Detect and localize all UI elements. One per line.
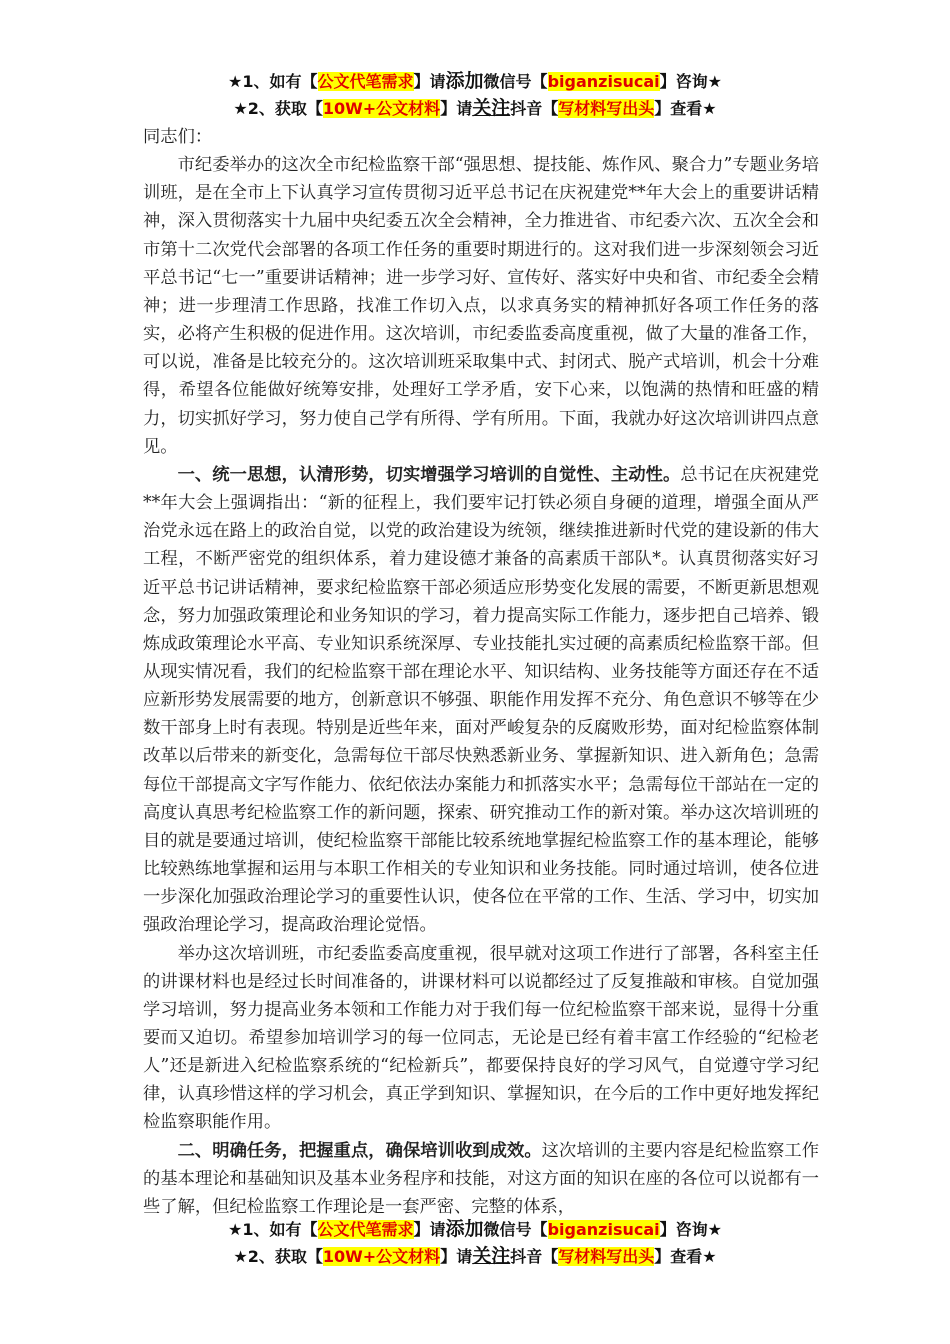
promo-highlight: 10W+公文材料 — [322, 99, 441, 118]
promo-highlight: 公文代笔需求 — [317, 72, 414, 91]
intro-paragraph: 市纪委举办的这次全市纪检监察干部“强思想、提技能、炼作风、聚合力”专题业务培训班，是在全市上下认真学习宣传贯彻习近平总书记在庆祝建党**年大会上的重要讲话精神，深入贯彻落实十九届中央纪委五次全会精神，全力推进省、市纪委六次、五次全会和市第十二次党代会部署的各项工作任务的重要时期进行的。这对我们进一步深刻领会习近平总书记“七一”重要讲话精神；进一步学习好、宣传好、落实好中央和省、市纪委全会精神；进一步理清工作思路，找准工作切入点，以求真务实的精神抓好各项工作任务的落实，必将产生积极的促进作用。这次培训，市纪委监委高度重视，做了大量的准备工作，可以说，准备是比较充分的。这次培训班采取集中式、封闭式、脱产式培训，机会十分难得，希望各位能做好统筹安排，处理好工学矛盾，安下心来，以饱满的热情和旺盛的精力，切实抓好学习，努力使自己学有所得、学有所用。下面，我就办好这次培训讲四点意见。 — [143, 155, 819, 457]
bottom-promo-banner — [0, 1216, 950, 1270]
paragraph-3: 举办这次培训班，市纪委监委高度重视，很早就对这项工作进行了部署，各科室主任的讲课材料也是经过长时间准备的，讲课材料可以说都经过了反复推敲和审核。自觉加强学习培训，努力提高业务本领和工作能力对于我们每一位纪检监察干部来说，显得十分重要而又迫切。希望参加培训学习的每一位同志，无论是已经有着丰富工作经验的“纪检老人”还是新进入纪检监察系统的“纪检新兵”，都要保持良好的学习风气，自觉遵守学习纪律，认真珍惜这样的学习机会，真正学到知识、掌握知识，在今后的工作中更好地发挥纪检监察职能作用。 — [143, 943, 819, 1133]
promo-text: 】咨询★ — [659, 72, 722, 91]
promo-text: ★1、如有【 — [228, 1220, 318, 1239]
section-1-paragraph — [143, 461, 819, 940]
promo-highlight: 公文代笔需求 — [317, 1220, 414, 1239]
promo-text: 抖音【 — [510, 99, 559, 118]
section-2-heading: 二、明确任务，把握重点，确保培训收到成效。 — [177, 1140, 542, 1161]
promo-text: 】查看★ — [654, 99, 717, 118]
section-2-body: 这次培训的主要内容是纪检监察工作的基本理论和基础知识及基本业务程序和技能，对这方面的知识在座的各位可以说都有一些了解，但纪检监察工作理论是一套严密、完整的体系， — [143, 1140, 819, 1217]
section-2-paragraph — [143, 1137, 819, 1221]
promo-text: 】请 — [440, 99, 473, 118]
promo-highlight: 写材料写出头 — [558, 99, 655, 118]
section-1-heading: 一、统一思想，认清形势，切实增强学习培训的自觉性、主动性。 — [177, 464, 681, 485]
promo-text: ★2、获取【 — [233, 1247, 323, 1266]
promo-text: 】查看★ — [654, 1247, 717, 1266]
greeting: 同志们： — [143, 127, 213, 147]
promo-highlight: 写材料写出头 — [558, 1247, 655, 1266]
document-body — [143, 123, 819, 1221]
promo-line-1 — [0, 1216, 950, 1243]
promo-text: ★2、获取【 — [233, 99, 323, 118]
promo-highlight: biganzisucai — [547, 72, 660, 91]
promo-text: 微信号【 — [483, 72, 548, 91]
promo-line-2 — [0, 95, 950, 122]
section-1-body: 总书记在庆祝建党**年大会上强调指出：“新的征程上，我们要牢记打铁必须自身硬的道理，增强全面从严治党永远在路上的政治自觉，以党的政治建设为统领，继续推进新时代党的建设新的伟大工程，不断严密党的组织体系，着力建设德才兼备的高素质干部队*。认真贯彻落实好习近平总书记讲话精神，要求纪检监察干部必须适应形势变化发展的需要，不断更新思想观念，努力加强政策理论和业务知识的学习，着力提高实际工作能力，逐步把自己培养、锻炼成政策理论水平高、专业知识系统深厚、专业技能扎实过硬的高素质纪检监察干部。但从现实情况看，我们的纪检监察干部在理论水平、知识结构、业务技能等方面还存在不适应新形势发展需要的地方，创新意识不够强、职能作用发挥不充分、角色意识不够等在少数干部身上时有表现。特别是近些年来，面对严峻复杂的反腐败形势，面对纪检监察体制改革以后带来的新变化，急需每位干部尽快熟悉新业务、掌握新知识、进入新角色；急需每位干部提高文字写作能力、依纪依法办案能力和抓落实水平；急需每位干部站在一定的高度认真思考纪检监察工作的新问题，探索、研究推动工作的新对策。举办这次培训班的目的就是要通过培训，使纪检监察干部能比较系统地掌握纪检监察工作的基本理论，能够比较熟练地掌握和运用与本职工作相关的专业知识和业务技能。同时通过培训，使各位进一步深化加强政治理论学习的重要性认识，使各位在平常的工作、生活、学习中，切实加强政治理论学习，提高政治理论觉悟。 — [143, 464, 819, 936]
promo-emphasis: 关注 — [472, 1245, 511, 1267]
promo-text: 】请 — [413, 1220, 446, 1239]
promo-emphasis: 添加 — [445, 1218, 484, 1240]
promo-line-2 — [0, 1243, 950, 1270]
promo-text: 】请 — [413, 72, 446, 91]
promo-highlight: biganzisucai — [547, 1220, 660, 1239]
promo-text: 】咨询★ — [659, 1220, 722, 1239]
promo-emphasis: 关注 — [472, 97, 511, 119]
top-promo-banner — [0, 68, 950, 122]
promo-highlight: 10W+公文材料 — [322, 1247, 441, 1266]
promo-text: 】请 — [440, 1247, 473, 1266]
promo-emphasis: 添加 — [445, 70, 484, 92]
promo-text: 微信号【 — [483, 1220, 548, 1239]
promo-text: ★1、如有【 — [228, 72, 318, 91]
promo-text: 抖音【 — [510, 1247, 559, 1266]
promo-line-1 — [0, 68, 950, 95]
